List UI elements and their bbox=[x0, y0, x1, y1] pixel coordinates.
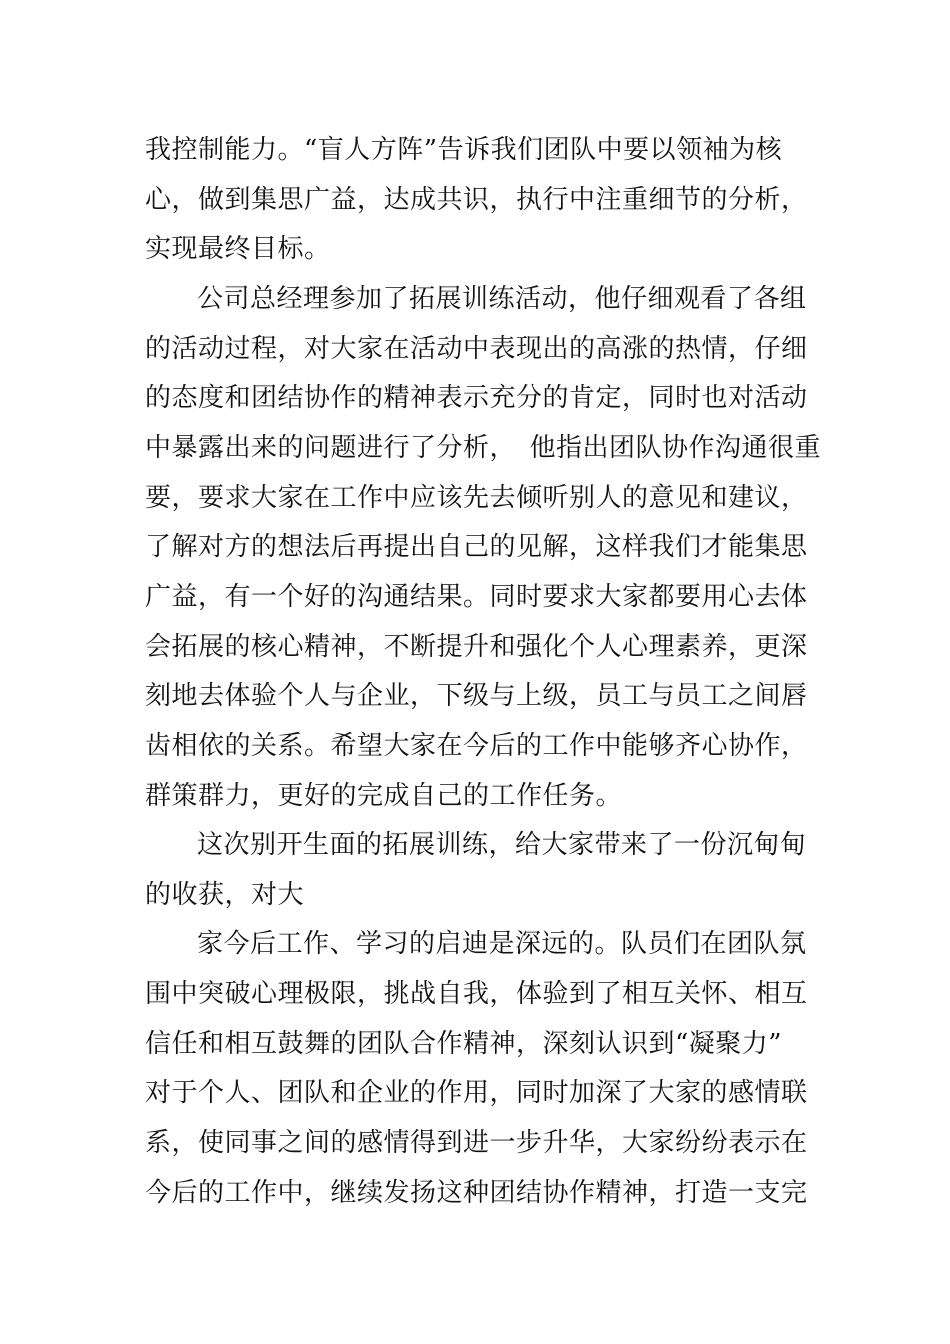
text-line-9: 了解对方的想法后再提出自己的见解，这样我们才能集思 bbox=[145, 532, 808, 562]
text-line-12: 刻地去体验个人与企业，下级与上级，员工与员工之间唇 bbox=[145, 681, 808, 711]
text-line-14: 群策群力，更好的完成自己的工作任务。 bbox=[145, 781, 623, 811]
text-line-16: 的收获，对大 bbox=[145, 880, 305, 910]
text-line-10: 广益，有一个好的沟通结果。同时要求大家都要用心去体 bbox=[145, 582, 808, 612]
text-line-13: 齿相依的关系。希望大家在今后的工作中能够齐心协作， bbox=[145, 731, 808, 761]
text-line-1: 我控制能力。“盲人方阵”告诉我们团队中要以领袖为核 bbox=[145, 135, 783, 165]
text-line-18: 围中突破心理极限，挑战自我，体验到了相互关怀、相互 bbox=[145, 979, 808, 1009]
text-line-22: 今后的工作中，继续发扬这种团结协作精神，打造一支完 bbox=[145, 1178, 808, 1208]
text-line-6: 的态度和团结协作的精神表示充分的肯定，同时也对活动 bbox=[145, 383, 808, 413]
text-line-5: 的活动过程，对大家在活动中表现出的高涨的热情，仔细 bbox=[145, 334, 808, 364]
text-line-20: 对于个人、团队和企业的作用，同时加深了大家的感情联 bbox=[145, 1078, 808, 1108]
text-line-19: 信任和相互鼓舞的团队合作精神，深刻认识到“凝聚力” bbox=[145, 1029, 783, 1059]
text-line-8: 要，要求大家在工作中应该先去倾听别人的意见和建议， bbox=[145, 483, 808, 513]
text-line-4: 公司总经理参加了拓展训练活动，他仔细观看了各组 bbox=[197, 284, 807, 314]
text-line-15: 这次别开生面的拓展训练，给大家带来了一份沉甸甸 bbox=[197, 830, 807, 860]
text-line-3: 实现最终目标。 bbox=[145, 234, 331, 264]
text-line-2: 心，做到集思广益，达成共识，执行中注重细节的分析， bbox=[145, 185, 808, 215]
text-line-21: 系，使同事之间的感情得到进一步升华，大家纷纷表示在 bbox=[145, 1128, 808, 1158]
text-line-17: 家今后工作、学习的启迪是深远的。队员们在团队氛 bbox=[197, 929, 807, 959]
text-line-7: 中暴露出来的问题进行了分析， 他指出团队协作沟通很重 bbox=[145, 433, 822, 463]
text-line-11: 会拓展的核心精神，不断提升和强化个人心理素养，更深 bbox=[145, 632, 808, 662]
